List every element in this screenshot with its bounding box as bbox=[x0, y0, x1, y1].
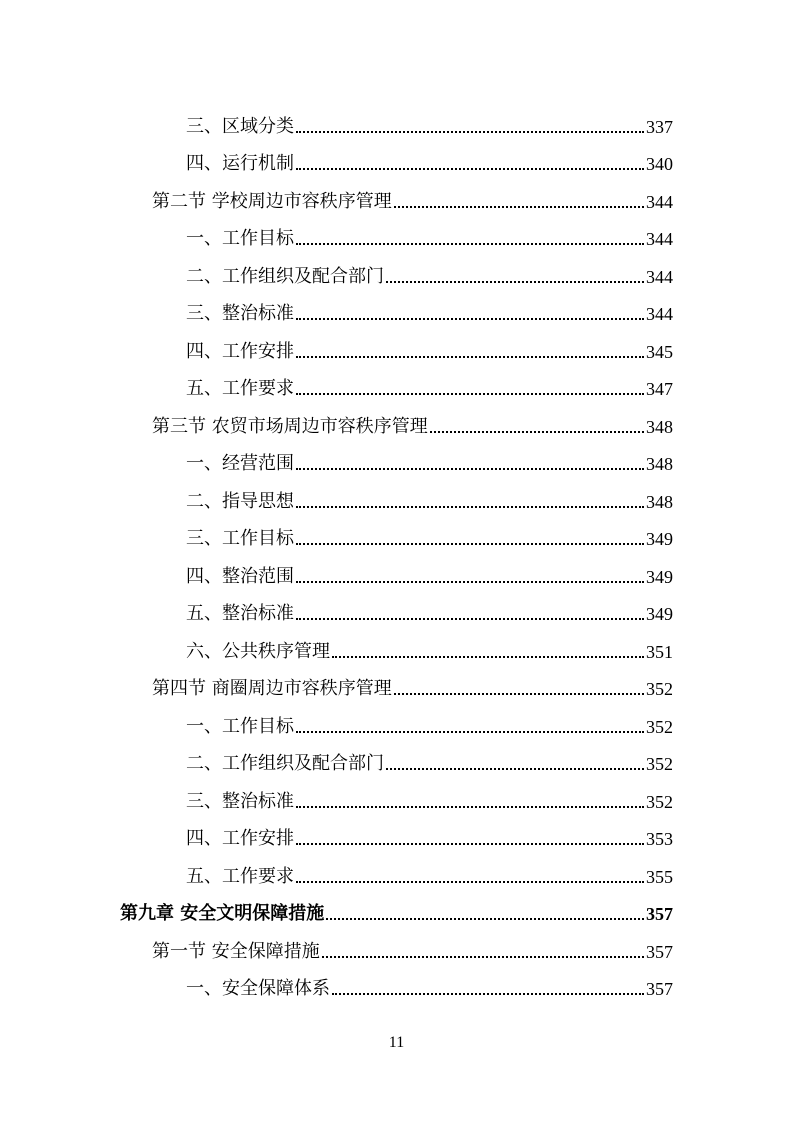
toc-entry[interactable] bbox=[0, 175, 793, 213]
toc-entry-label: 三、工作目标 bbox=[186, 528, 294, 549]
toc-entry-page: 345 bbox=[646, 341, 673, 362]
toc-entry-label: 二、工作组织及配合部门 bbox=[186, 753, 384, 774]
toc-entry[interactable] bbox=[0, 888, 793, 926]
toc-dot-leader bbox=[394, 692, 644, 695]
toc-entry[interactable] bbox=[0, 775, 793, 813]
toc-entry[interactable] bbox=[0, 475, 793, 513]
toc-entry[interactable] bbox=[0, 438, 793, 476]
toc-entry-page: 352 bbox=[646, 754, 673, 774]
toc-entry-page: 348 bbox=[646, 491, 673, 512]
toc-entry-page: 349 bbox=[646, 566, 673, 587]
toc-entry-label: 四、工作安排 bbox=[186, 340, 294, 362]
toc-dot-leader bbox=[386, 280, 644, 283]
toc-entry[interactable] bbox=[0, 738, 793, 776]
toc-entry-page: 352 bbox=[646, 791, 673, 812]
toc-entry-page: 357 bbox=[646, 979, 673, 999]
toc-dot-leader bbox=[296, 505, 644, 508]
toc-entry-label: 四、工作安排 bbox=[186, 828, 294, 849]
toc-entry-page: 344 bbox=[646, 266, 673, 287]
toc-entry-label: 六、公共秩序管理 bbox=[186, 640, 330, 662]
toc-entry[interactable] bbox=[0, 325, 793, 363]
table-of-contents bbox=[0, 100, 793, 1000]
toc-entry-label: 第九章 安全文明保障措施 bbox=[120, 903, 325, 924]
toc-entry-label: 一、工作目标 bbox=[186, 228, 294, 249]
toc-dot-leader bbox=[386, 767, 644, 770]
toc-entry[interactable] bbox=[0, 100, 793, 138]
toc-dot-leader bbox=[296, 355, 644, 358]
toc-entry-label: 第四节 商圈周边市容秩序管理 bbox=[152, 678, 392, 699]
toc-entry-label: 四、运行机制 bbox=[186, 153, 294, 174]
toc-entry-page: 337 bbox=[646, 116, 673, 137]
toc-entry-page: 351 bbox=[646, 641, 673, 662]
toc-entry-page: 349 bbox=[646, 604, 673, 624]
toc-entry-label: 一、安全保障体系 bbox=[186, 978, 330, 999]
toc-entry[interactable] bbox=[0, 513, 793, 551]
toc-entry-page: 352 bbox=[646, 716, 673, 737]
toc-entry[interactable] bbox=[0, 213, 793, 251]
toc-entry-label: 一、经营范围 bbox=[186, 453, 294, 474]
toc-dot-leader bbox=[296, 392, 644, 395]
toc-dot-leader bbox=[430, 430, 644, 433]
toc-dot-leader bbox=[296, 842, 644, 845]
toc-entry[interactable] bbox=[0, 550, 793, 588]
toc-dot-leader bbox=[296, 580, 644, 583]
page-number: 11 bbox=[388, 1034, 405, 1051]
toc-entry-page: 349 bbox=[646, 529, 673, 549]
toc-entry-page: 353 bbox=[646, 829, 673, 849]
toc-dot-leader bbox=[332, 992, 644, 995]
toc-dot-leader bbox=[296, 617, 644, 620]
toc-entry[interactable] bbox=[0, 400, 793, 438]
toc-dot-leader bbox=[296, 167, 644, 170]
toc-entry[interactable] bbox=[0, 700, 793, 738]
toc-entry[interactable] bbox=[0, 625, 793, 663]
toc-entry-label: 一、工作目标 bbox=[186, 715, 294, 737]
toc-entry[interactable] bbox=[0, 588, 793, 626]
toc-entry-page: 352 bbox=[646, 679, 673, 699]
toc-entry[interactable] bbox=[0, 963, 793, 1001]
toc-dot-leader bbox=[296, 880, 644, 883]
toc-entry[interactable] bbox=[0, 663, 793, 701]
toc-dot-leader bbox=[296, 467, 644, 470]
toc-dot-leader bbox=[296, 542, 644, 545]
toc-entry-label: 五、工作要求 bbox=[186, 865, 294, 887]
toc-entry-label: 三、整治标准 bbox=[186, 303, 294, 324]
toc-entry[interactable] bbox=[0, 813, 793, 851]
toc-entry-page: 344 bbox=[646, 191, 673, 212]
toc-entry-label: 三、整治标准 bbox=[186, 790, 294, 812]
toc-entry-page: 348 bbox=[646, 416, 673, 437]
toc-dot-leader bbox=[296, 805, 644, 808]
toc-entry-label: 第一节 安全保障措施 bbox=[152, 940, 320, 962]
toc-entry-page: 344 bbox=[646, 229, 673, 249]
toc-entry-label: 第二节 学校周边市容秩序管理 bbox=[152, 190, 392, 212]
toc-entry-label: 三、区域分类 bbox=[186, 115, 294, 137]
toc-dot-leader bbox=[394, 205, 644, 208]
toc-entry-page: 340 bbox=[646, 154, 673, 174]
toc-dot-leader bbox=[296, 317, 644, 320]
toc-entry[interactable] bbox=[0, 138, 793, 176]
toc-entry-label: 第三节 农贸市场周边市容秩序管理 bbox=[152, 415, 428, 437]
toc-entry-page: 348 bbox=[646, 454, 673, 474]
toc-entry[interactable] bbox=[0, 250, 793, 288]
toc-entry[interactable] bbox=[0, 850, 793, 888]
toc-entry[interactable] bbox=[0, 288, 793, 326]
toc-entry-label: 二、工作组织及配合部门 bbox=[186, 265, 384, 287]
toc-entry-page: 357 bbox=[646, 904, 673, 924]
toc-dot-leader bbox=[296, 130, 644, 133]
toc-dot-leader bbox=[326, 917, 644, 920]
toc-entry[interactable] bbox=[0, 363, 793, 401]
toc-entry-label: 五、整治标准 bbox=[186, 603, 294, 624]
toc-entry-page: 357 bbox=[646, 941, 673, 962]
toc-entry-label: 四、整治范围 bbox=[186, 565, 294, 587]
toc-entry-label: 二、指导思想 bbox=[186, 490, 294, 512]
toc-entry[interactable] bbox=[0, 925, 793, 963]
toc-dot-leader bbox=[332, 655, 644, 658]
toc-dot-leader bbox=[296, 242, 644, 245]
toc-entry-label: 五、工作要求 bbox=[186, 378, 294, 399]
toc-dot-leader bbox=[322, 955, 644, 958]
toc-dot-leader bbox=[296, 730, 644, 733]
toc-entry-page: 347 bbox=[646, 379, 673, 399]
toc-entry-page: 344 bbox=[646, 304, 673, 324]
toc-entry-page: 355 bbox=[646, 866, 673, 887]
